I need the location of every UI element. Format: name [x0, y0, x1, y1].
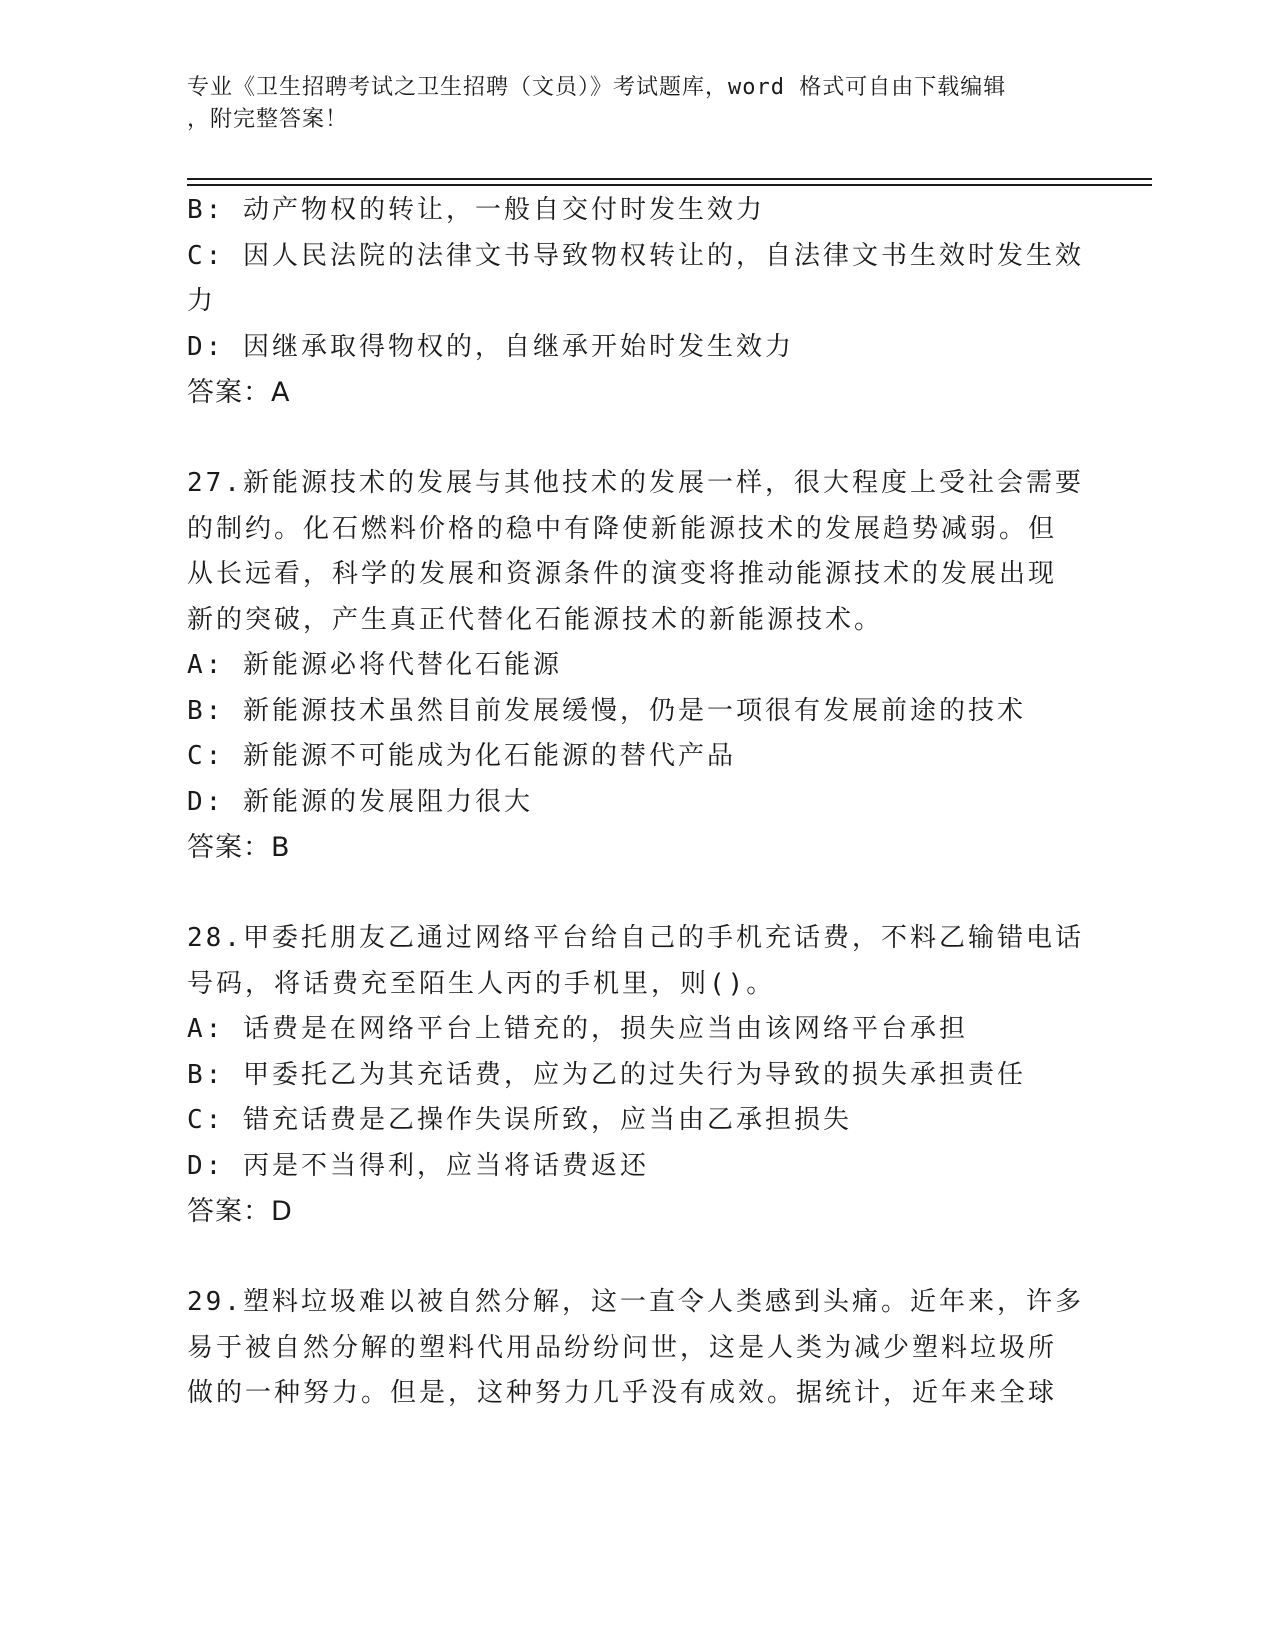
option-d: D: 新能源的发展阻力很大 — [187, 786, 533, 817]
option-c: C: 错充话费是乙操作失误所致，应当由乙承担损失 — [187, 1105, 852, 1135]
question-stem: 28.甲委托朋友乙通过网络平台给自己的手机充话费，不料乙输错电话 — [187, 923, 1084, 953]
answer-label: 答案：D — [187, 1196, 293, 1227]
question-27 — [187, 461, 1084, 871]
question-stem: 做的一种努力。但是，这种努力几乎没有成效。据统计，近年来全球 — [187, 1378, 1058, 1408]
option-b: B: 新能源技术虽然目前发展缓慢，仍是一项很有发展前途的技术 — [187, 695, 1026, 726]
option-d: D: 因继承取得物权的，自继承开始时发生效力 — [187, 331, 794, 362]
option-b: B: 甲委托乙为其充话费，应为乙的过失行为导致的损失承担责任 — [187, 1059, 1026, 1090]
question-28 — [187, 916, 1084, 1235]
option-c-continued: 力 — [187, 286, 217, 316]
header-line-2: ，附完整答案！ — [187, 107, 349, 132]
option-d: D: 丙是不当得利，应当将话费返还 — [187, 1150, 649, 1181]
question-29 — [187, 1280, 1084, 1417]
option-b: B: 动产物权的转让，一般自交付时发生效力 — [187, 195, 765, 225]
answer-label: 答案：A — [187, 377, 291, 408]
question-stem: 27.新能源技术的发展与其他技术的发展一样，很大程度上受社会需要 — [187, 468, 1084, 498]
option-a: A: 新能源必将代替化石能源 — [187, 650, 562, 680]
answer-label: 答案：B — [187, 832, 291, 863]
question-stem: 的制约。化石燃料价格的稳中有降使新能源技术的发展趋势减弱。但 — [187, 513, 1058, 544]
question-content — [187, 188, 1084, 1417]
question-stem: 29.塑料垃圾难以被自然分解，这一直令人类感到头痛。近年来，许多 — [187, 1287, 1084, 1317]
question-26 — [187, 188, 1084, 416]
header-rule-top — [187, 178, 1152, 180]
option-c: C: 因人民法院的法律文书导致物权转让的，自法律文书生效时发生效 — [187, 240, 1084, 271]
spacer — [187, 1235, 1077, 1281]
spacer — [187, 416, 1077, 462]
option-c: C: 新能源不可能成为化石能源的替代产品 — [187, 741, 736, 771]
question-stem: 新的突破，产生真正代替化石能源技术的新能源技术。 — [187, 604, 884, 635]
question-stem: 从长远看，科学的发展和资源条件的演变将推动能源技术的发展出现 — [187, 559, 1058, 589]
option-a: A: 话费是在网络平台上错充的，损失应当由该网络平台承担 — [187, 1014, 968, 1044]
spacer — [187, 871, 1077, 917]
header-rule-bottom — [187, 184, 1152, 186]
question-stem: 易于被自然分解的塑料代用品纷纷问世，这是人类为减少塑料垃圾所 — [187, 1332, 1058, 1363]
question-stem: 号码，将话费充至陌生人丙的手机里，则()。 — [187, 968, 776, 999]
page-header — [187, 72, 1067, 136]
header-line-1: 专业《卫生招聘考试之卫生招聘（文员）》考试题库，word 格式可自由下载编辑 — [187, 75, 1007, 100]
